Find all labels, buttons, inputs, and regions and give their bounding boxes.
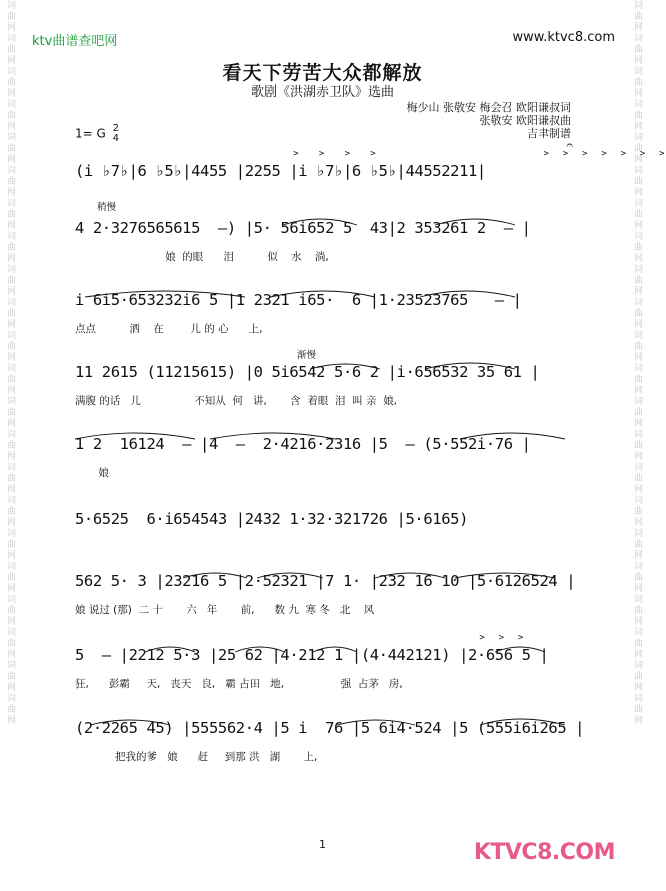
credit-composers: 张敬安 欧阳谦叔曲 — [479, 114, 571, 127]
time-signature — [113, 124, 119, 144]
score-line-9 — [75, 705, 585, 775]
notation-line: 562 5· 3 |23216 5 |2·52321 |7 1· |232 16 10 |5·6126524 | — [75, 572, 576, 590]
key-signature — [75, 124, 119, 144]
key-label: 1= G — [75, 126, 106, 141]
score-line-5 — [75, 421, 570, 491]
page-number: 1 — [319, 838, 326, 851]
notation-line: 1 2 16124 – |4 – 2·4216·2316 |5 – (5·552i·76 | — [75, 435, 531, 453]
lyrics-line: 娘 — [75, 467, 109, 479]
fermata-icon: 𝄐 — [566, 138, 573, 152]
time-numerator: 2 — [112, 123, 120, 134]
score-line-7 — [75, 558, 576, 628]
notation-line: (i ♭7♭|6 ♭5♭|4455 |2255 |i ♭7♭|6 ♭5♭|44552211| — [75, 162, 486, 180]
song-subtitle: 歌剧《洪湖赤卫队》选曲 — [250, 85, 394, 100]
lyrics-line: 娘 说过 (那) 二 十 六 年 前, 数 九 寒 冬 北 风 — [75, 604, 375, 616]
lyrics-line: 狂, 彭霸 天, 丧天 良, 霸 占田 地, 强 占茅 房, — [75, 678, 403, 690]
notation-line: 4 2·3276565615 –) |5· 56i652 5 43|2 353261 2 – | — [75, 219, 531, 237]
lyrics-line — [75, 540, 570, 556]
notation-line: i 6i5·653232i6 5 |1 2321 i65· 6 |1·23523765 – | — [75, 291, 522, 309]
notation-line: 5·6525 6·i654543 |2432 1·32·321726 |5·6165) — [75, 510, 477, 528]
song-title: 看天下劳苦大众都解放 — [222, 62, 423, 84]
score-line-2 — [75, 202, 570, 275]
logo-suffix-text: .COM — [551, 840, 615, 865]
lyrics-line: 把我的爹 娘 赶 到那 洪 湖 上, — [75, 751, 318, 763]
lyrics-line: 满腹 的话 儿 不知从 何 讲, 含 着眼 泪 叫 亲 娘, — [75, 395, 398, 407]
score-line-8 — [75, 632, 570, 702]
tempo-marking: 渐慢 — [297, 350, 317, 361]
score-line-3 — [75, 277, 570, 347]
watermark-right: 词曲网词曲网词曲网词曲网词曲网词曲网词曲网词曲网词曲网词曲网词曲网词曲网词曲网词曲网词曲网词曲网词曲网词曲网词曲网词曲网词曲网词曲网 — [632, 0, 642, 726]
lyrics-line: 点点 洒 在 儿 的 心 上, — [75, 323, 263, 335]
site-logo[interactable] — [474, 840, 615, 865]
score-line-6 — [75, 496, 570, 566]
site-url-right[interactable]: www.ktvc8.com — [512, 30, 615, 45]
accent-marks: > > > > > > > > > > > — [75, 149, 666, 159]
watermark-left: 词曲网词曲网词曲网词曲网词曲网词曲网词曲网词曲网词曲网词曲网词曲网词曲网词曲网词曲网词曲网词曲网词曲网词曲网词曲网词曲网词曲网词曲网 — [5, 0, 15, 726]
credit-lyricists: 梅少山 张敬安 梅会召 欧阳谦叔词 — [406, 101, 571, 114]
time-denominator: 4 — [112, 133, 120, 144]
site-name-left[interactable]: ktv曲谱查吧网 — [32, 34, 118, 49]
accent-marks: > > > — [75, 633, 525, 643]
tempo-marking: 稍慢 — [97, 202, 117, 213]
logo-main-text: KTVC8 — [473, 840, 552, 865]
notation-line: 11 2615 (11215615) |0 5i6542 5·6 2 |i·656532 35 61 | — [75, 363, 540, 381]
notation-line: (2·2265 45) |555562·4 |5 i 76 |5 6i4·524 |5 (555i6i265 | — [75, 719, 585, 737]
notation-line: 5 – |2212 5·3 |25 62 |4·212 1 |(4·442121) |2·656 5 | — [75, 646, 549, 664]
credit-transcriber: 吉聿制谱 — [527, 127, 571, 140]
score-line-4 — [75, 349, 570, 419]
lyrics-line: 娘 的眼 泪 似 水 淌, — [75, 251, 329, 263]
